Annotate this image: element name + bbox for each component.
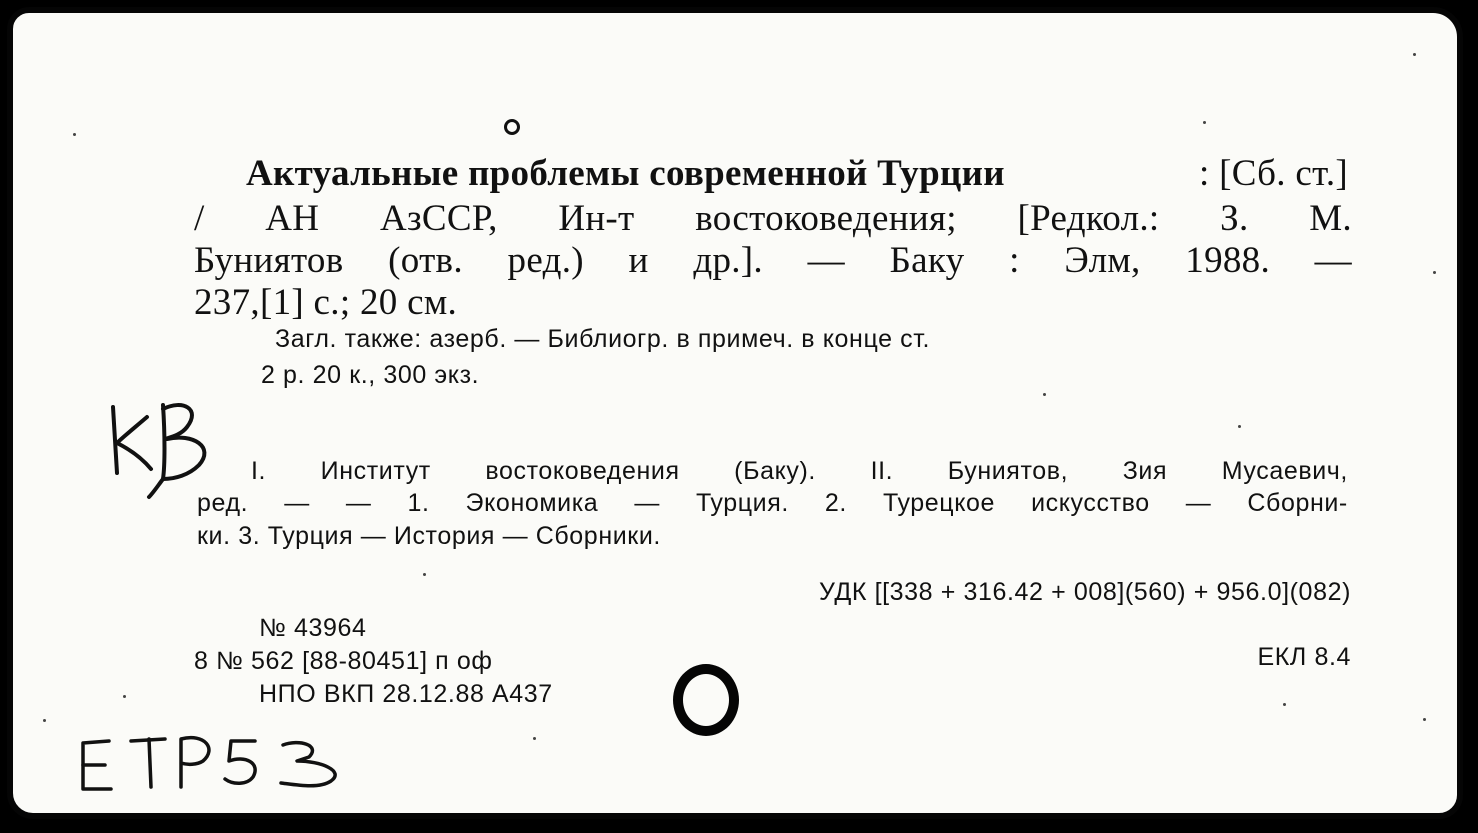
handwritten-etp53-mark	[69, 727, 359, 803]
speck	[1433, 271, 1436, 274]
speck	[73, 133, 76, 136]
main-entry-line-3: Буниятов (отв. ред.) и др.]. — Баку : Элм, 1988. —	[194, 240, 1352, 281]
udk-classification: УДК [[338 + 316.42 + 008](560) + 956.0](082)	[818, 578, 1351, 606]
catalog-card	[7, 7, 1463, 819]
book-title: Актуальные проблемы современной Турции	[246, 153, 1005, 194]
main-entry-line-1	[246, 155, 1348, 192]
tracings-line-1: I. Институт востоковедения (Баку). II. Буниятов, Зия Мусаевич,	[251, 457, 1348, 485]
speck	[423, 573, 426, 576]
speck	[533, 737, 536, 740]
tracings-line-2: ред. — — 1. Экономика — Турция. 2. Турецкое искусство — Сборни-	[197, 489, 1348, 517]
speck	[1283, 703, 1286, 706]
small-hole-mark	[504, 119, 520, 135]
speck	[43, 719, 46, 722]
speck	[123, 695, 126, 698]
speck	[1238, 425, 1241, 428]
main-entry-line-2: / АН АзССР, Ин-т востоковедения; [Редкол.: З. М.	[194, 198, 1352, 239]
order-line: 8 № 562 [88-80451] п оф	[194, 647, 493, 675]
tracings-line-3: ки. 3. Турция — История — Сборники.	[197, 522, 661, 550]
speck	[1423, 718, 1426, 721]
card-number: № 43964	[259, 614, 367, 642]
notes-line-1: Загл. также: азерб. — Библиогр. в примеч. в конце ст.	[275, 325, 931, 353]
speck	[1043, 393, 1046, 396]
ekl-code: ЕКЛ 8.4	[1257, 643, 1351, 671]
speck	[1203, 121, 1206, 124]
card-punch-hole	[673, 664, 739, 736]
publisher-line: НПО ВКП 28.12.88 А437	[259, 680, 553, 708]
main-line1-tail: : [Сб. ст.]	[1199, 153, 1348, 194]
physical-description: 237,[1] с.; 20 см.	[194, 282, 458, 323]
notes-line-2: 2 р. 20 к., 300 экз.	[261, 361, 480, 389]
speck	[1413, 53, 1416, 56]
